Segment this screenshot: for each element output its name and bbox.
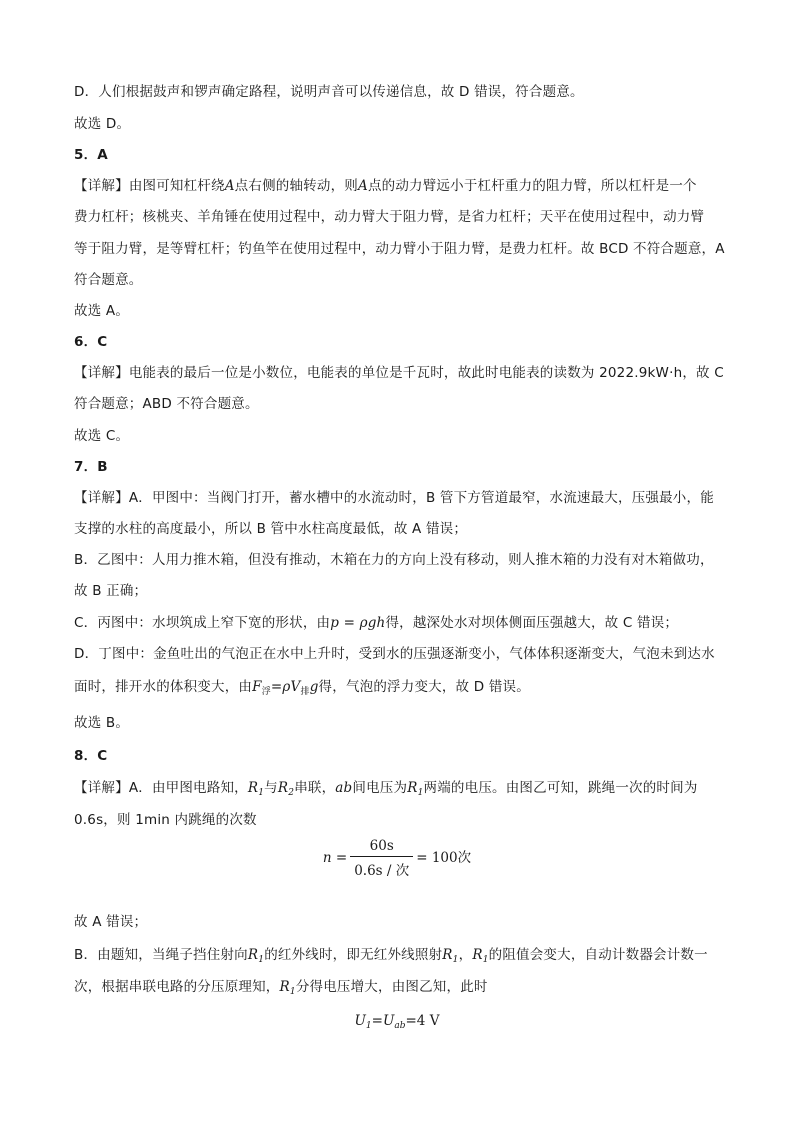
text-line: 符合题意。: [74, 272, 143, 288]
text-line: 【详解】电能表的最后一位是小数位，电能表的单位是千瓦时，故此时电能表的读数为 2022.9kW·h，故 C: [74, 365, 724, 381]
text-line: 故 B 正确；: [74, 583, 148, 599]
text-line: 【详解】A．由甲图电路知，$R_1$与$R_2$串联，ab间电压为$R_1$两端的电压。由图乙可知，跳绳一次的时间为: [74, 780, 698, 798]
text-line: 费力杠杆；核桃夹、羊角锤在使用过程中，动力臂大于阻力臂，是省力杠杆；天平在使用过程中，动力臂: [74, 209, 705, 225]
text-line: D．丁图中：金鱼吐出的气泡正在水中上升时，受到水的压强逐渐变小，气体体积逐渐变大，气泡未到达水: [74, 646, 715, 662]
text-line: 0.6s，则 1min 内跳绳的次数: [74, 812, 257, 828]
question-number: 7．B: [74, 459, 108, 475]
text-line: 支撑的水柱的高度最小，所以 B 管中水柱高度最低，故 A 错误；: [74, 521, 468, 537]
text-line: B．乙图中：人用力推木箱，但没有推动，木箱在力的方向上没有移动，则人推木箱的力没有对木箱做功，: [74, 552, 714, 568]
detail-tag: 【详解】: [74, 178, 129, 194]
question-number: 6．C: [74, 334, 108, 350]
text-line: 符合题意；ABD 不符合题意。: [74, 396, 259, 412]
voltage-formula: $U_1=U_{ab}=4$ V: [354, 1013, 440, 1031]
count-formula: n = $\frac{60s}{\text{0.6s / 次}}$ = 100次: [322, 838, 472, 879]
text-line: C．丙图中：水坝筑成上窄下宽的形状，由p = ρgh得，越深处水对坝体侧面压强越大，故 C 错误；: [74, 615, 679, 631]
question-number: 8．C: [74, 748, 108, 764]
detail-tag: 【详解】: [74, 365, 129, 381]
pressure-formula: p = ρgh: [330, 615, 386, 631]
text-line: 故选 B。: [74, 715, 130, 731]
question-number: 5．A: [74, 147, 108, 163]
text-line: 面时，排开水的体积变大，由$F_浮=\rho V_排g$得，气泡的浮力变大，故 D 错误。: [74, 679, 530, 697]
text-line: 【详解】由图可知杠杆绕A点右侧的轴转动，则A点的动力臂远小于杠杆重力的阻力臂，所以杠杆是一个: [74, 178, 697, 194]
text-line: 故选 A。: [74, 303, 130, 319]
fraction: $\frac{60s}{\text{0.6s / 次}}$: [350, 838, 413, 879]
text-line: 等于阻力臂，是等臂杠杆；钓鱼竿在使用过程中，动力臂小于阻力臂，是费力杠杆。故 BCD 不符合题意，A: [74, 241, 725, 257]
text-line: 故选 D。: [74, 116, 131, 132]
buoyancy-formula: $F_浮=\rho V_排g$: [252, 679, 319, 697]
text-line: 故 A 错误；: [74, 914, 148, 930]
text-line: 【详解】A．甲图中：当阀门打开，蓄水槽中的水流动时，B 管下方管道最窄，水流速最大，压强最小，能: [74, 490, 714, 506]
detail-tag: 【详解】: [74, 490, 129, 506]
text-line: B．由题知，当绳子挡住射向$R_1$的红外线时，即无红外线照射$R_1$，$R_1$的阻值会变大，自动计数器会计数一: [74, 947, 708, 965]
detail-tag: 【详解】: [74, 780, 129, 796]
text-line: D．人们根据鼓声和锣声确定路程，说明声音可以传递信息，故 D 错误，符合题意。: [74, 84, 584, 100]
text-line: 次，根据串联电路的分压原理知，$R_1$分得电压增大，由图乙知，此时: [74, 979, 488, 997]
text-line: 故选 C。: [74, 428, 130, 444]
